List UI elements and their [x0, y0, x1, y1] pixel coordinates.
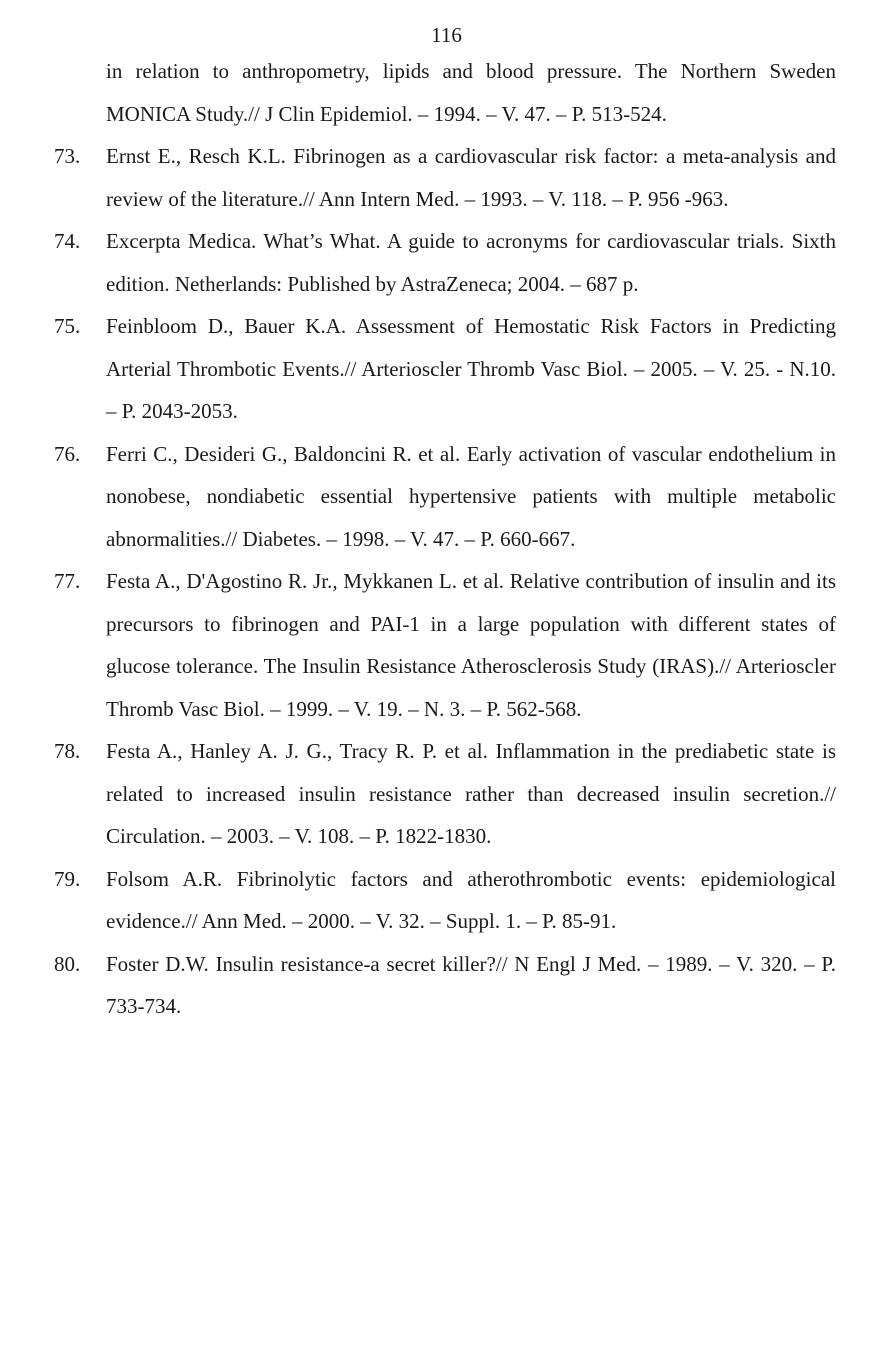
reference-item — [54, 560, 836, 730]
reference-number: 78. — [54, 739, 81, 763]
reference-number: 73. — [54, 144, 81, 168]
reference-number: 80. — [54, 951, 81, 976]
reference-item — [54, 135, 836, 220]
reference-item — [54, 305, 836, 433]
reference-text: Excerpta Medica. What’s What. A guide to acronyms for cardiovascular trials. Sixth edition. Netherlands: Published by AstraZeneca; 2004. – 687 p. — [106, 229, 836, 296]
reference-text: Feinbloom D., Bauer K.A. Assessment of Hemostatic Risk Factors in Predicting Arterial Thrombotic Events.// Arterioscler Thromb Vasc Biol. – 2005. – V. 25. - N.10. – P. 2043-2053. — [106, 314, 836, 423]
reference-number: 75. — [54, 314, 81, 338]
reference-item — [54, 220, 836, 305]
reference-text: Ernst E., Resch K.L. Fibrinogen as a cardiovascular risk factor: a meta-analysis and review of the literature.// Ann Intern Med. – 1993. – V. 118. – P. 956 -963. — [106, 144, 836, 211]
reference-text: Folsom A.R. Fibrinolytic factors and atherothrombotic events: epidemiological evidence.// Ann Med. – 2000. – V. 32. – Suppl. 1. – P. 85-91. — [106, 866, 836, 933]
reference-number: 74. — [54, 229, 81, 253]
reference-number: 77. — [54, 569, 81, 593]
reference-number: 76. — [54, 441, 81, 466]
reference-item — [54, 858, 836, 943]
reference-text: Ferri C., Desideri G., Baldoncini R. et al. Early activation of vascular endothelium in nonobese, nondiabetic essential hypertensive patients with multiple metabolic abnormalities.// Diabetes. – 1998. – V. 47. – P. 660-667. — [106, 441, 836, 551]
page-number: 116 — [431, 23, 462, 47]
reference-text: Foster D.W. Insulin resistance-a secret killer?// N Engl J Med. – 1989. – V. 320. – P. 733-734. — [106, 951, 836, 1018]
reference-item — [54, 730, 836, 858]
reference-text: in relation to anthropometry, lipids and blood pressure. The Northern Sweden MONICA Study.// J Clin Epidemiol. – 1994. – V. 47. – P. 513-524. — [106, 59, 836, 126]
reference-item — [54, 943, 836, 1028]
reference-item — [54, 433, 836, 561]
reference-text: Festa A., Hanley A. J. G., Tracy R. P. et al. Inflammation in the prediabetic state is related to increased insulin resistance rather than decreased insulin secretion.// Circulation. – 2003. – V. 108. – P. 1822-1830. — [106, 739, 836, 848]
reference-number: 79. — [54, 866, 81, 891]
reference-text: Festa A., D'Agostino R. Jr., Mykkanen L. et al. Relative contribution of insulin and its precursors to fibrinogen and PAI-1 in a large population with different states of glucose tolerance. The Insulin Resistance Atherosclerosis Study (IRAS).// Arterioscler Thromb Vasc Biol. – 1999. – V. 19. – N. 3. – P. 562-568. — [106, 569, 836, 721]
reference-list — [0, 50, 893, 1028]
reference-continuation — [106, 50, 836, 135]
